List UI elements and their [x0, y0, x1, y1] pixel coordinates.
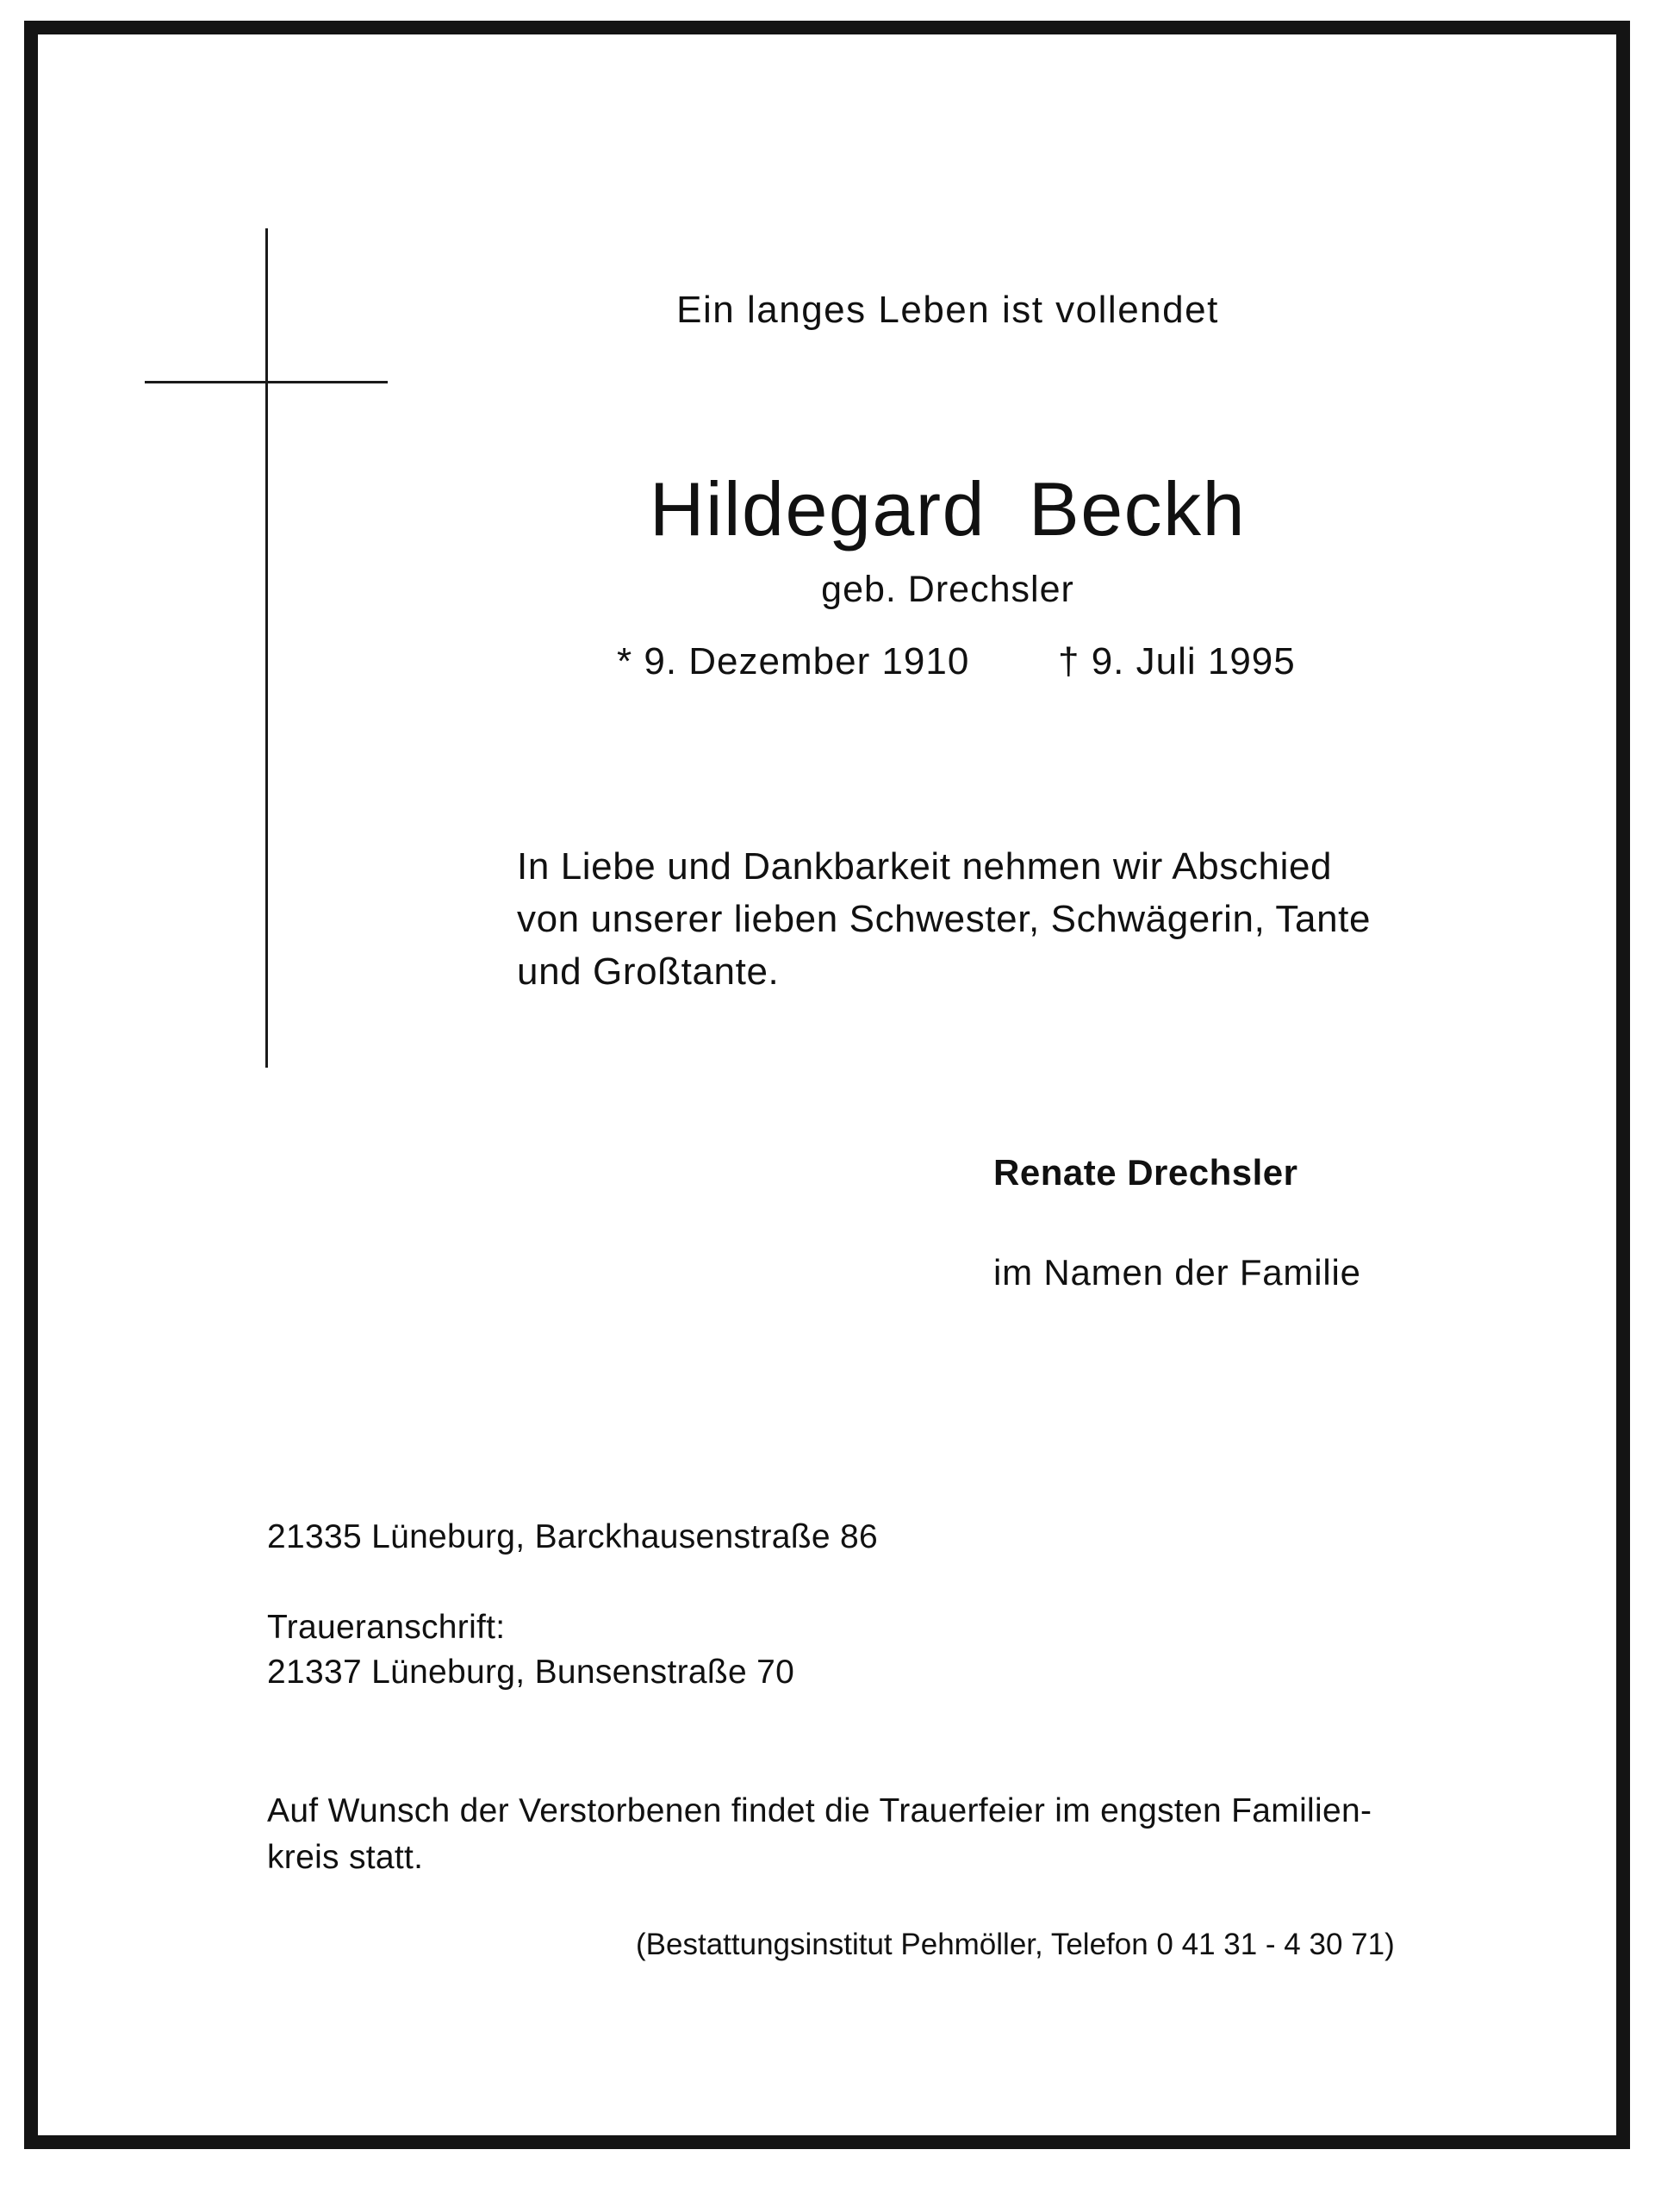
cross-horizontal-bar: [145, 381, 388, 383]
ceremony-note-line: kreis statt.: [267, 1839, 424, 1876]
farewell-line: von unserer lieben Schwester, Schwägerin, Tante: [517, 898, 1372, 940]
farewell-text: [517, 840, 1371, 998]
maiden-name: geb. Drechsler: [821, 569, 1074, 610]
farewell-line: In Liebe und Dankbarkeit nehmen wir Abschied: [517, 845, 1333, 888]
mourning-address: 21337 Lüneburg, Bunsenstraße 70: [267, 1654, 795, 1691]
on-behalf-of-family: im Namen der Familie: [993, 1252, 1361, 1293]
birth-date: * 9. Dezember 1910: [617, 640, 970, 682]
deceased-name: Hildegard Beckh: [649, 466, 1247, 551]
funeral-home-info: (Bestattungsinstitut Pehmöller, Telefon 0 41 31 - 4 30 71): [636, 1928, 1395, 1961]
motto: Ein langes Leben ist vollendet: [676, 289, 1219, 331]
home-address: 21335 Lüneburg, Barckhausenstraße 86: [267, 1518, 878, 1555]
ceremony-note: [267, 1788, 1372, 1881]
mourning-address-label: Traueranschrift:: [267, 1609, 506, 1646]
death-date: † 9. Juli 1995: [1058, 640, 1296, 682]
signer-name: Renate Drechsler: [993, 1152, 1298, 1193]
cross-vertical-bar: [265, 228, 268, 1068]
ceremony-note-line: Auf Wunsch der Verstorbenen findet die Trauerfeier im engsten Familien-: [267, 1792, 1372, 1829]
farewell-line: und Großtante.: [517, 950, 780, 993]
